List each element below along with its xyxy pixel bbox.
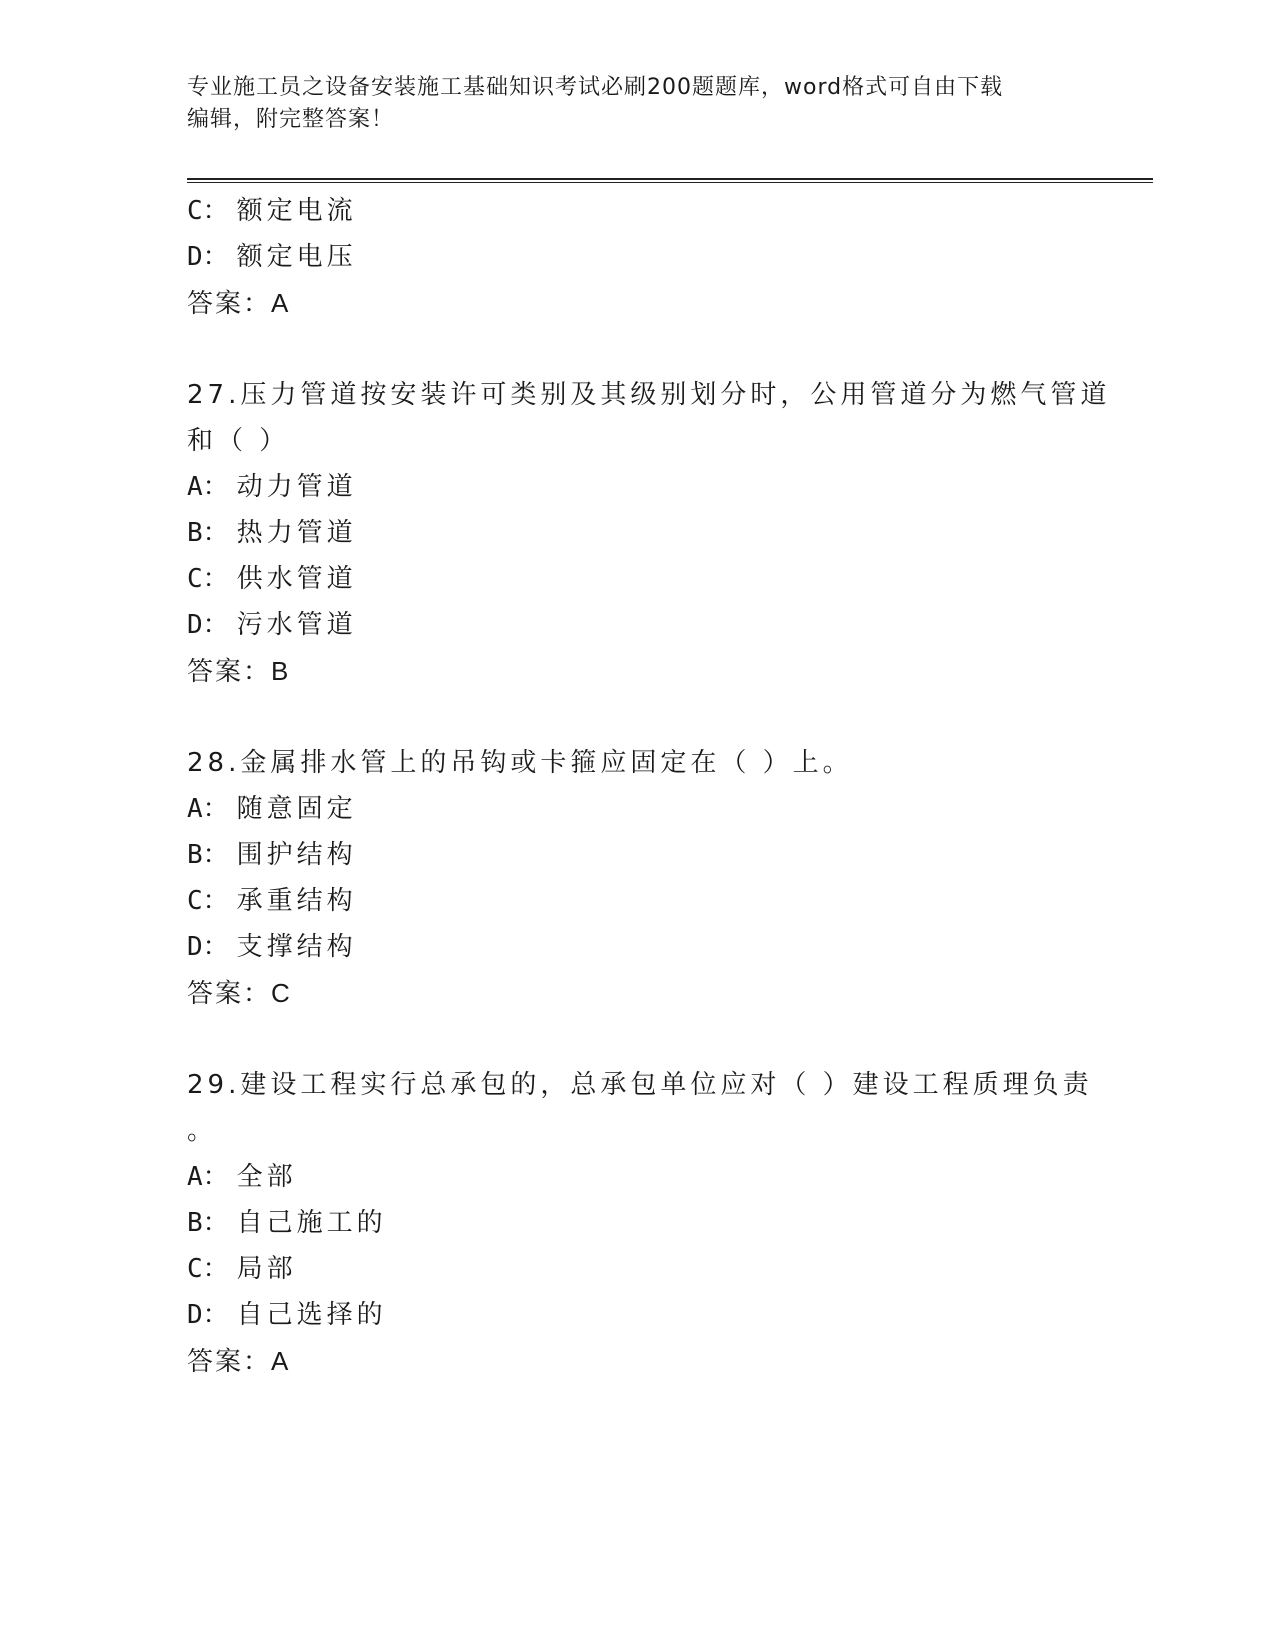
- option-b: [187, 832, 1087, 878]
- option-letter: C：: [187, 886, 229, 916]
- option-a: [187, 1154, 1087, 1200]
- option-c: [187, 188, 1087, 234]
- option-text: 支撑结构: [236, 932, 357, 962]
- option-letter: C：: [187, 196, 229, 226]
- option-text: 自己施工的: [236, 1208, 387, 1238]
- header-line-2: 编辑，附完整答案！: [187, 107, 395, 132]
- question-stem-line-1: 27.压力管道按安装许可类别及其级别划分时，公用管道分为燃气管道: [187, 380, 1111, 410]
- previous-question-tail: [187, 188, 1087, 326]
- question-stem-line-1: 28.金属排水管上的吊钩或卡箍应固定在（ ）上。: [187, 748, 853, 778]
- header-line-1: 专业施工员之设备安装施工基础知识考试必刷200题题库，word格式可自由下载: [187, 75, 1004, 100]
- option-text: 全部: [236, 1162, 297, 1192]
- option-text: 额定电压: [236, 242, 357, 272]
- option-d: [187, 602, 1087, 648]
- option-text: 污水管道: [236, 610, 357, 640]
- option-c: [187, 878, 1087, 924]
- question-29: [187, 1062, 1093, 1384]
- option-text: 局部: [236, 1254, 297, 1284]
- option-text: 随意固定: [236, 794, 357, 824]
- option-letter: B：: [187, 1208, 229, 1238]
- option-letter: A：: [187, 1162, 229, 1192]
- option-a: [187, 786, 1087, 832]
- option-letter: B：: [187, 518, 229, 548]
- header-divider-thick: [187, 178, 1153, 180]
- option-letter: C：: [187, 564, 229, 594]
- option-d: [187, 924, 1087, 970]
- option-d: [187, 1292, 1087, 1338]
- question-list: [187, 188, 1111, 1384]
- option-letter: A：: [187, 472, 229, 502]
- question-28: [187, 740, 1087, 1016]
- option-c: [187, 1246, 1087, 1292]
- option-a: [187, 464, 1087, 510]
- option-text: 动力管道: [236, 472, 357, 502]
- option-c: [187, 556, 1087, 602]
- option-letter: C：: [187, 1254, 229, 1284]
- option-letter: D：: [187, 242, 229, 272]
- option-letter: B：: [187, 840, 229, 870]
- document-header: [187, 72, 1087, 136]
- option-text: 围护结构: [236, 840, 357, 870]
- answer: 答案：A: [187, 288, 291, 318]
- question-stem-line-2: 。: [187, 1116, 218, 1146]
- option-text: 额定电流: [236, 196, 357, 226]
- answer: 答案：C: [187, 978, 292, 1008]
- option-text: 承重结构: [236, 886, 357, 916]
- option-text: 供水管道: [236, 564, 357, 594]
- header-divider-thin: [187, 182, 1153, 183]
- option-letter: D：: [187, 1300, 229, 1330]
- option-b: [187, 510, 1087, 556]
- option-text: 热力管道: [236, 518, 357, 548]
- question-stem-line-1: 29.建设工程实行总承包的，总承包单位应对（ ）建设工程质理负责: [187, 1070, 1093, 1100]
- answer: 答案：A: [187, 1346, 291, 1376]
- option-letter: A：: [187, 794, 229, 824]
- option-text: 自己选择的: [236, 1300, 387, 1330]
- option-letter: D：: [187, 610, 229, 640]
- question-stem-line-2: 和（ ）: [187, 426, 290, 456]
- answer: 答案：B: [187, 656, 291, 686]
- option-letter: D：: [187, 932, 229, 962]
- option-b: [187, 1200, 1087, 1246]
- option-d: [187, 234, 1087, 280]
- question-27: [187, 372, 1111, 694]
